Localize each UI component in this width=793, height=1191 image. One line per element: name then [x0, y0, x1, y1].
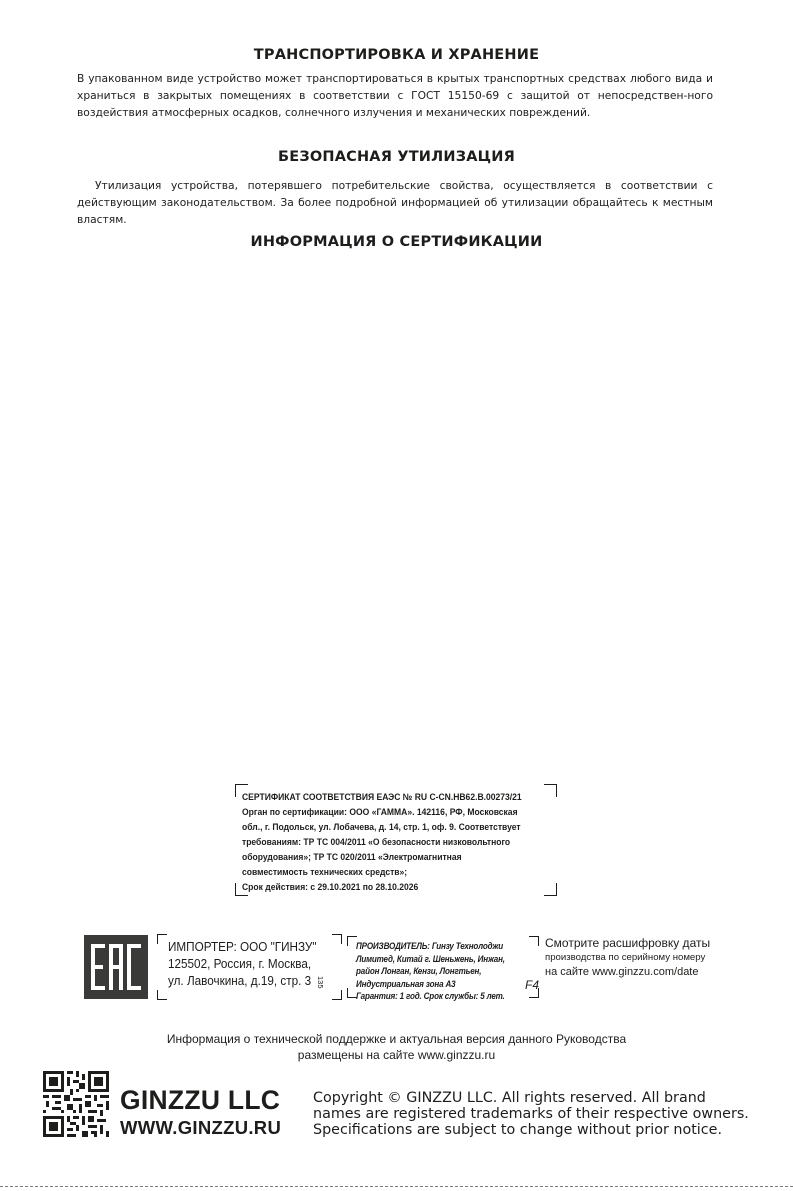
- support-line: Информация о технической поддержке и актуальная версия данного Руководства: [166, 1032, 627, 1046]
- date-decoding-note: [545, 935, 710, 980]
- eac-mark-icon: [84, 935, 148, 999]
- manufacturer-line: Индустриальная зона А3: [356, 977, 456, 989]
- certificate-line: совместимость технических средств»;: [242, 867, 408, 877]
- brand-name: GINZZU LLC: [120, 1085, 281, 1115]
- disposal-heading: БЕЗОПАСНАЯ УТИЛИЗАЦИЯ: [277, 149, 515, 165]
- importer-box: [157, 934, 342, 1000]
- manufacturer-line: Гарантия: 1 год. Срок службы: 5 лет.: [356, 990, 505, 1001]
- certificate-line: Срок действия: с 29.10.2021 по 28.10.2026: [242, 882, 419, 892]
- transport-heading: ТРАНСПОРТИРОВКА И ХРАНЕНИЕ: [253, 47, 540, 63]
- manufacturer-line: район Лонган, Кензи, Лонгтьен,: [356, 965, 482, 976]
- importer-text: [168, 939, 317, 990]
- brand-block: [120, 1084, 283, 1140]
- disposal-text: Утилизация устройства, потерявшего потребительские свойства, осуществляется в соответствии с действующим законодательством. За более подробной информацией об утилизации обращайтесь к местным властям.: [77, 179, 713, 226]
- importer-line: 125502, Россия, г. Москва,: [168, 957, 312, 971]
- importer-code: 135: [316, 976, 325, 989]
- copyright-line: Specifications are subject to change without prior notice.: [313, 1121, 722, 1138]
- manufacturer-line: Лимитед, Китай г. Шеньжень, Инжан,: [356, 952, 505, 964]
- date-decoding-line: на сайте www.ginzzu.com/date: [545, 966, 699, 978]
- manufacturer-code: F4: [525, 978, 540, 992]
- certificate-text: [242, 790, 529, 895]
- manufacturer-text: [356, 940, 505, 1003]
- certification-heading: ИНФОРМАЦИЯ О СЕРТИФИКАЦИИ: [250, 234, 543, 250]
- copyright-line: names are registered trademarks of their respective owners.: [313, 1105, 749, 1122]
- copyright-notice: [313, 1089, 749, 1138]
- certificate-line: СЕРТИФИКАТ СООТВЕТСТВИЯ ЕАЭС № RU C-CN.НВ62.В.00273/21: [242, 792, 522, 802]
- brand-website: WWW.GINZZU.RU: [120, 1117, 282, 1138]
- manufacturer-box: [347, 936, 540, 1001]
- qr-code-icon: [43, 1071, 109, 1137]
- certificate-line: требованиям: ТР ТС 004/2011 «О безопасности низковольтного: [242, 837, 511, 847]
- support-line: размещены на сайте www.ginzzu.ru: [297, 1048, 496, 1062]
- certificate-line: обл., г. Подольск, ул. Лобачева, д. 14, стр. 1, оф. 9. Соответствует: [242, 822, 521, 832]
- date-decoding-line: производства по серийному номеру: [545, 952, 706, 963]
- manufacturer-line: ПРОИЗВОДИТЕЛЬ: Гинзу Технолоджи: [356, 940, 504, 951]
- support-info: [0, 1031, 793, 1063]
- importer-line: ИМПОРТЕР: ООО "ГИНЗУ": [168, 940, 317, 954]
- date-decoding-line: Смотрите расшифровку даты: [545, 936, 711, 950]
- importer-line: ул. Лавочкина, д.19, стр. 3: [168, 974, 312, 988]
- copyright-line: Copyright © GINZZU LLC. All rights reserved. All brand: [313, 1089, 706, 1106]
- transport-text: В упакованном виде устройство может транспортироваться в крытых транспортных средствах любого вида и храниться в закрытых помещениях в соответствии с ГОСТ 15150-69 с защитой от непосредствен-ного воздействия атмосферных осадков, солнечного излучения и механических повреждений.: [77, 72, 713, 119]
- certificate-box: [235, 784, 557, 896]
- page-bottom-rule: [0, 1186, 793, 1187]
- certificate-line: Орган по сертификации: ООО «ГАММА». 142116, РФ, Московская: [242, 807, 518, 817]
- certificate-line: оборудования»; ТР ТС 020/2011 «Электромагнитная: [242, 852, 462, 862]
